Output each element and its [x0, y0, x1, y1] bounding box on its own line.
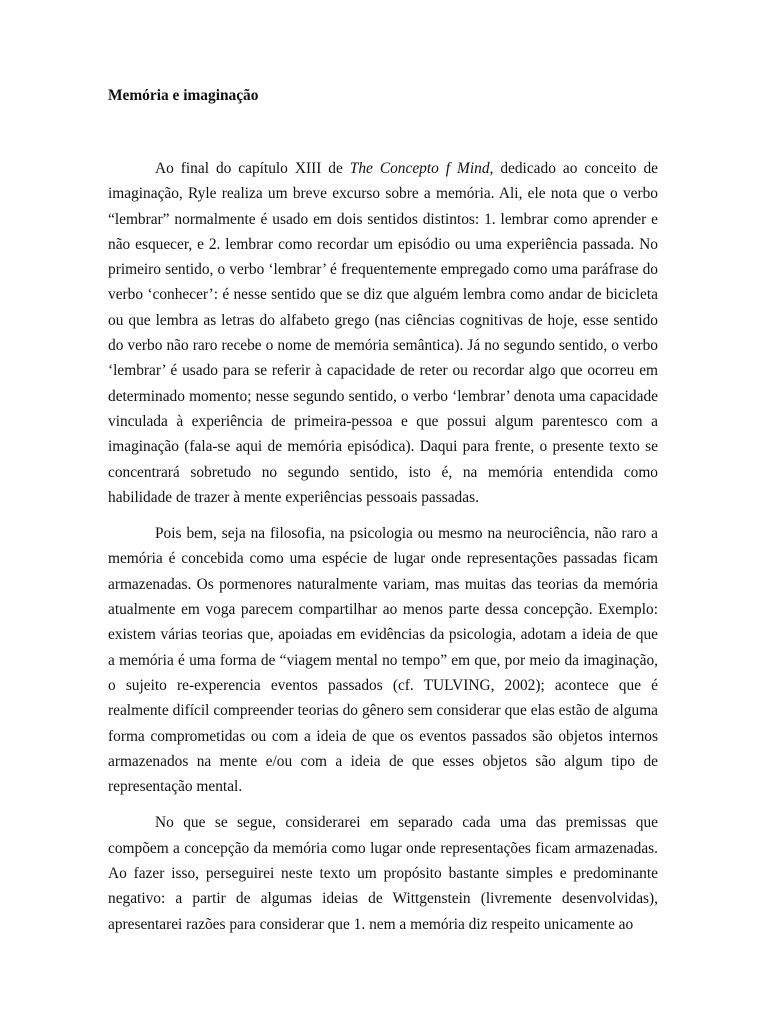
paragraph-1 — [108, 156, 658, 510]
paragraph-2: Pois bem, seja na filosofia, na psicologia ou mesmo na neurociência, não raro a memória é concebida como uma espécie de lugar onde representações passadas ficam armazenadas. Os pormenores naturalmente variam, mas muitas das teorias da memória atualmente em voga parecem compartilhar ao menos parte dessa concepção. Exemplo: existem várias teorias que, apoiadas em evidências da psicologia, adotam a ideia de que a memória é uma forma de “viagem mental no tempo” em que, por meio da imaginação, o sujeito re-experencia eventos passados (cf. TULVING, 2002); acontece que é realmente difícil compreender teorias do gênero sem considerar que elas estão de alguma forma comprometidas ou com a ideia de que os eventos passados são objetos internos armazenados na mente e/ou com a ideia de que esses objetos são algum tipo de representação mental. — [108, 525, 658, 796]
paragraph-1-body: dedicado ao conceito de imaginação, Ryle realiza um breve excurso sobre a memória. Ali, ele nota que o verbo “lembrar” normalmente é usado em dois sentidos distintos: 1. lembrar como aprender e não esquecer, e 2. lembrar como recordar um episódio ou uma experiência passada. No primeiro sentido, o verbo ‘lembrar’ é frequentemente empregado como uma paráfrase do verbo ‘conhecer’: é nesse sentido que se diz que alguém lembra como andar de bicicleta ou que lembra as letras do alfabeto grego (nas ciências cognitivas de hoje, esse sentido do verbo não raro recebe o nome de memória semântica). Já no segundo sentido, o verbo ‘lembrar’ é usado para se referir à capacidade de reter ou recordar algo que ocorreu em determinado momento; nesse segundo sentido, o verbo ‘lembrar’ denota uma capacidade vinculada à experiência de primeira-pessoa e que possui algum parentesco com a imaginação (fala-se aqui de memória episódica). Daqui para frente, o presente texto se concentrará sobretudo no segundo sentido, isto é, na memória entendida como habilidade de trazer à mente experiências pessoais passadas. — [108, 160, 658, 506]
book-title: The Concepto f Mind, — [349, 160, 494, 177]
document-page — [108, 84, 658, 948]
paragraph-3: No que se segue, considerarei em separado cada uma das premissas que compõem a concepção da memória como lugar onde representações ficam armazenadas. Ao fazer isso, perseguirei neste texto um propósito bastante simples e predominante negativo: a partir de algumas ideias de Wittgenstein (livremente desenvolvidas), apresentarei razões para considerar que 1. nem a memória diz respeito unicamente ao — [108, 814, 658, 933]
document-title: Memória e imaginação — [108, 87, 259, 104]
paragraph-1-lead: Ao final do capítulo XIII de — [155, 160, 350, 177]
